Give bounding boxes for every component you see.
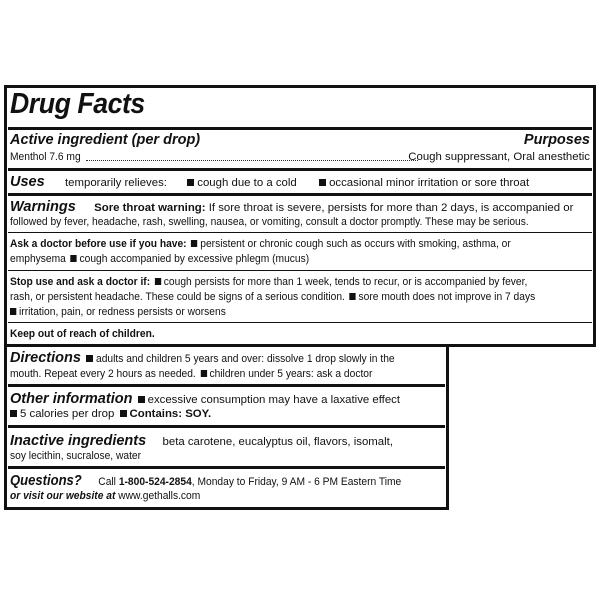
ask-doctor-label: Ask a doctor before use if you have:	[10, 238, 187, 250]
other-info-row	[10, 393, 400, 407]
questions-row	[10, 475, 445, 489]
bullet-square-icon	[86, 355, 93, 362]
purpose-value: Cough suppressant, Oral anesthetic	[408, 151, 590, 163]
drug-facts-title: Drug Facts	[10, 88, 145, 120]
phone-number: 1-800-524-2854	[118, 476, 192, 488]
active-rule	[8, 168, 592, 171]
other-info-item: excessive consumption may have a laxative effect	[147, 394, 401, 406]
bullet-square-icon	[10, 410, 17, 417]
bullet-square-icon	[191, 240, 197, 247]
inactive-rule	[8, 466, 445, 469]
website-label: or visit our website at	[10, 490, 116, 502]
stop-use-item: irritation, pain, or redness persists or worsens	[19, 306, 226, 318]
directions-item: children under 5 years: ask a doctor	[209, 368, 373, 380]
ask-doctor-item-cont: emphysema	[10, 253, 66, 265]
warnings-rule-3	[8, 322, 592, 323]
directions-item: adults and children 5 years and over: dissolve 1 drop slowly in the	[96, 353, 395, 365]
bullet-square-icon	[350, 293, 356, 300]
bullet-square-icon	[70, 255, 76, 262]
sore-throat-label: Sore throat warning:	[94, 202, 206, 214]
other-info-item: 5 calories per drop	[20, 408, 115, 420]
ask-doctor-row	[10, 238, 566, 251]
ask-doctor-item: persistent or chronic cough such as occurs with smoking, asthma, or	[200, 238, 511, 250]
uses-lead: temporarily relieves:	[65, 177, 167, 189]
bullet-square-icon	[155, 278, 161, 285]
questions-call-prefix: Call	[98, 476, 116, 488]
warnings-rule-2	[8, 270, 592, 271]
sore-throat-text-cont: followed by fever, headache, rash, swelling, nausea, or vomiting, consult a doctor promptly. These may be serious.	[10, 216, 529, 228]
bullet-square-icon	[10, 308, 16, 315]
questions-hours: , Monday to Friday, 9 AM - 6 PM Eastern Time	[191, 476, 402, 488]
inactive-heading: Inactive ingredients	[10, 433, 147, 449]
directions-row	[10, 352, 428, 366]
sore-throat-text: If sore throat is severe, persists for more than 2 days, is accompanied or	[208, 202, 574, 214]
website-link: www.gethalls.com	[118, 490, 201, 502]
stop-use-item-cont: rash, or persistent headache. These could be signs of a serious condition.	[10, 291, 345, 303]
ask-doctor-item: cough accompanied by excessive phlegm (mucus)	[79, 253, 310, 265]
inactive-text: beta carotene, eucalyptus oil, flavors, isomalt,	[162, 436, 393, 448]
stop-use-item: sore mouth does not improve in 7 days	[358, 291, 536, 303]
directions-rule	[8, 384, 445, 387]
title-rule	[8, 127, 592, 130]
directions-item-cont: mouth. Repeat every 2 hours as needed.	[10, 368, 196, 380]
inactive-text-cont: soy lecithin, sucralose, water	[10, 450, 142, 462]
questions-heading: Questions?	[10, 473, 82, 489]
purposes-heading: Purposes	[523, 132, 590, 148]
drug-facts-panel	[4, 85, 596, 510]
warnings-rule-1	[8, 232, 592, 233]
stop-use-row	[10, 276, 585, 289]
other-info-rule	[8, 425, 445, 428]
bullet-square-icon	[319, 179, 326, 186]
stop-use-label: Stop use and ask a doctor if:	[10, 276, 151, 288]
active-ingredient-heading: Active ingredient (per drop)	[10, 132, 201, 148]
uses-heading: Uses	[10, 174, 45, 190]
active-ingredient-value: Menthol 7.6 mg	[10, 151, 81, 163]
directions-heading: Directions	[10, 350, 81, 366]
uses-rule	[8, 193, 592, 196]
uses-item: cough due to a cold	[197, 177, 297, 189]
sore-throat-row	[10, 201, 573, 215]
bullet-square-icon	[138, 396, 145, 403]
bullet-square-icon	[187, 179, 194, 186]
uses-row	[10, 176, 529, 190]
uses-item: occasional minor irritation or sore throat	[329, 177, 530, 189]
keep-out-of-reach: Keep out of reach of children.	[10, 328, 155, 340]
contains-label: Contains: SOY.	[129, 408, 212, 420]
other-info-heading: Other information	[10, 391, 133, 407]
bullet-square-icon	[200, 370, 206, 377]
bullet-square-icon	[120, 410, 127, 417]
inactive-row	[10, 435, 393, 449]
leader-dots	[86, 151, 418, 161]
stop-use-item: cough persists for more than 1 week, tends to recur, or is accompanied by fever,	[163, 276, 528, 288]
warnings-heading: Warnings	[10, 199, 76, 215]
